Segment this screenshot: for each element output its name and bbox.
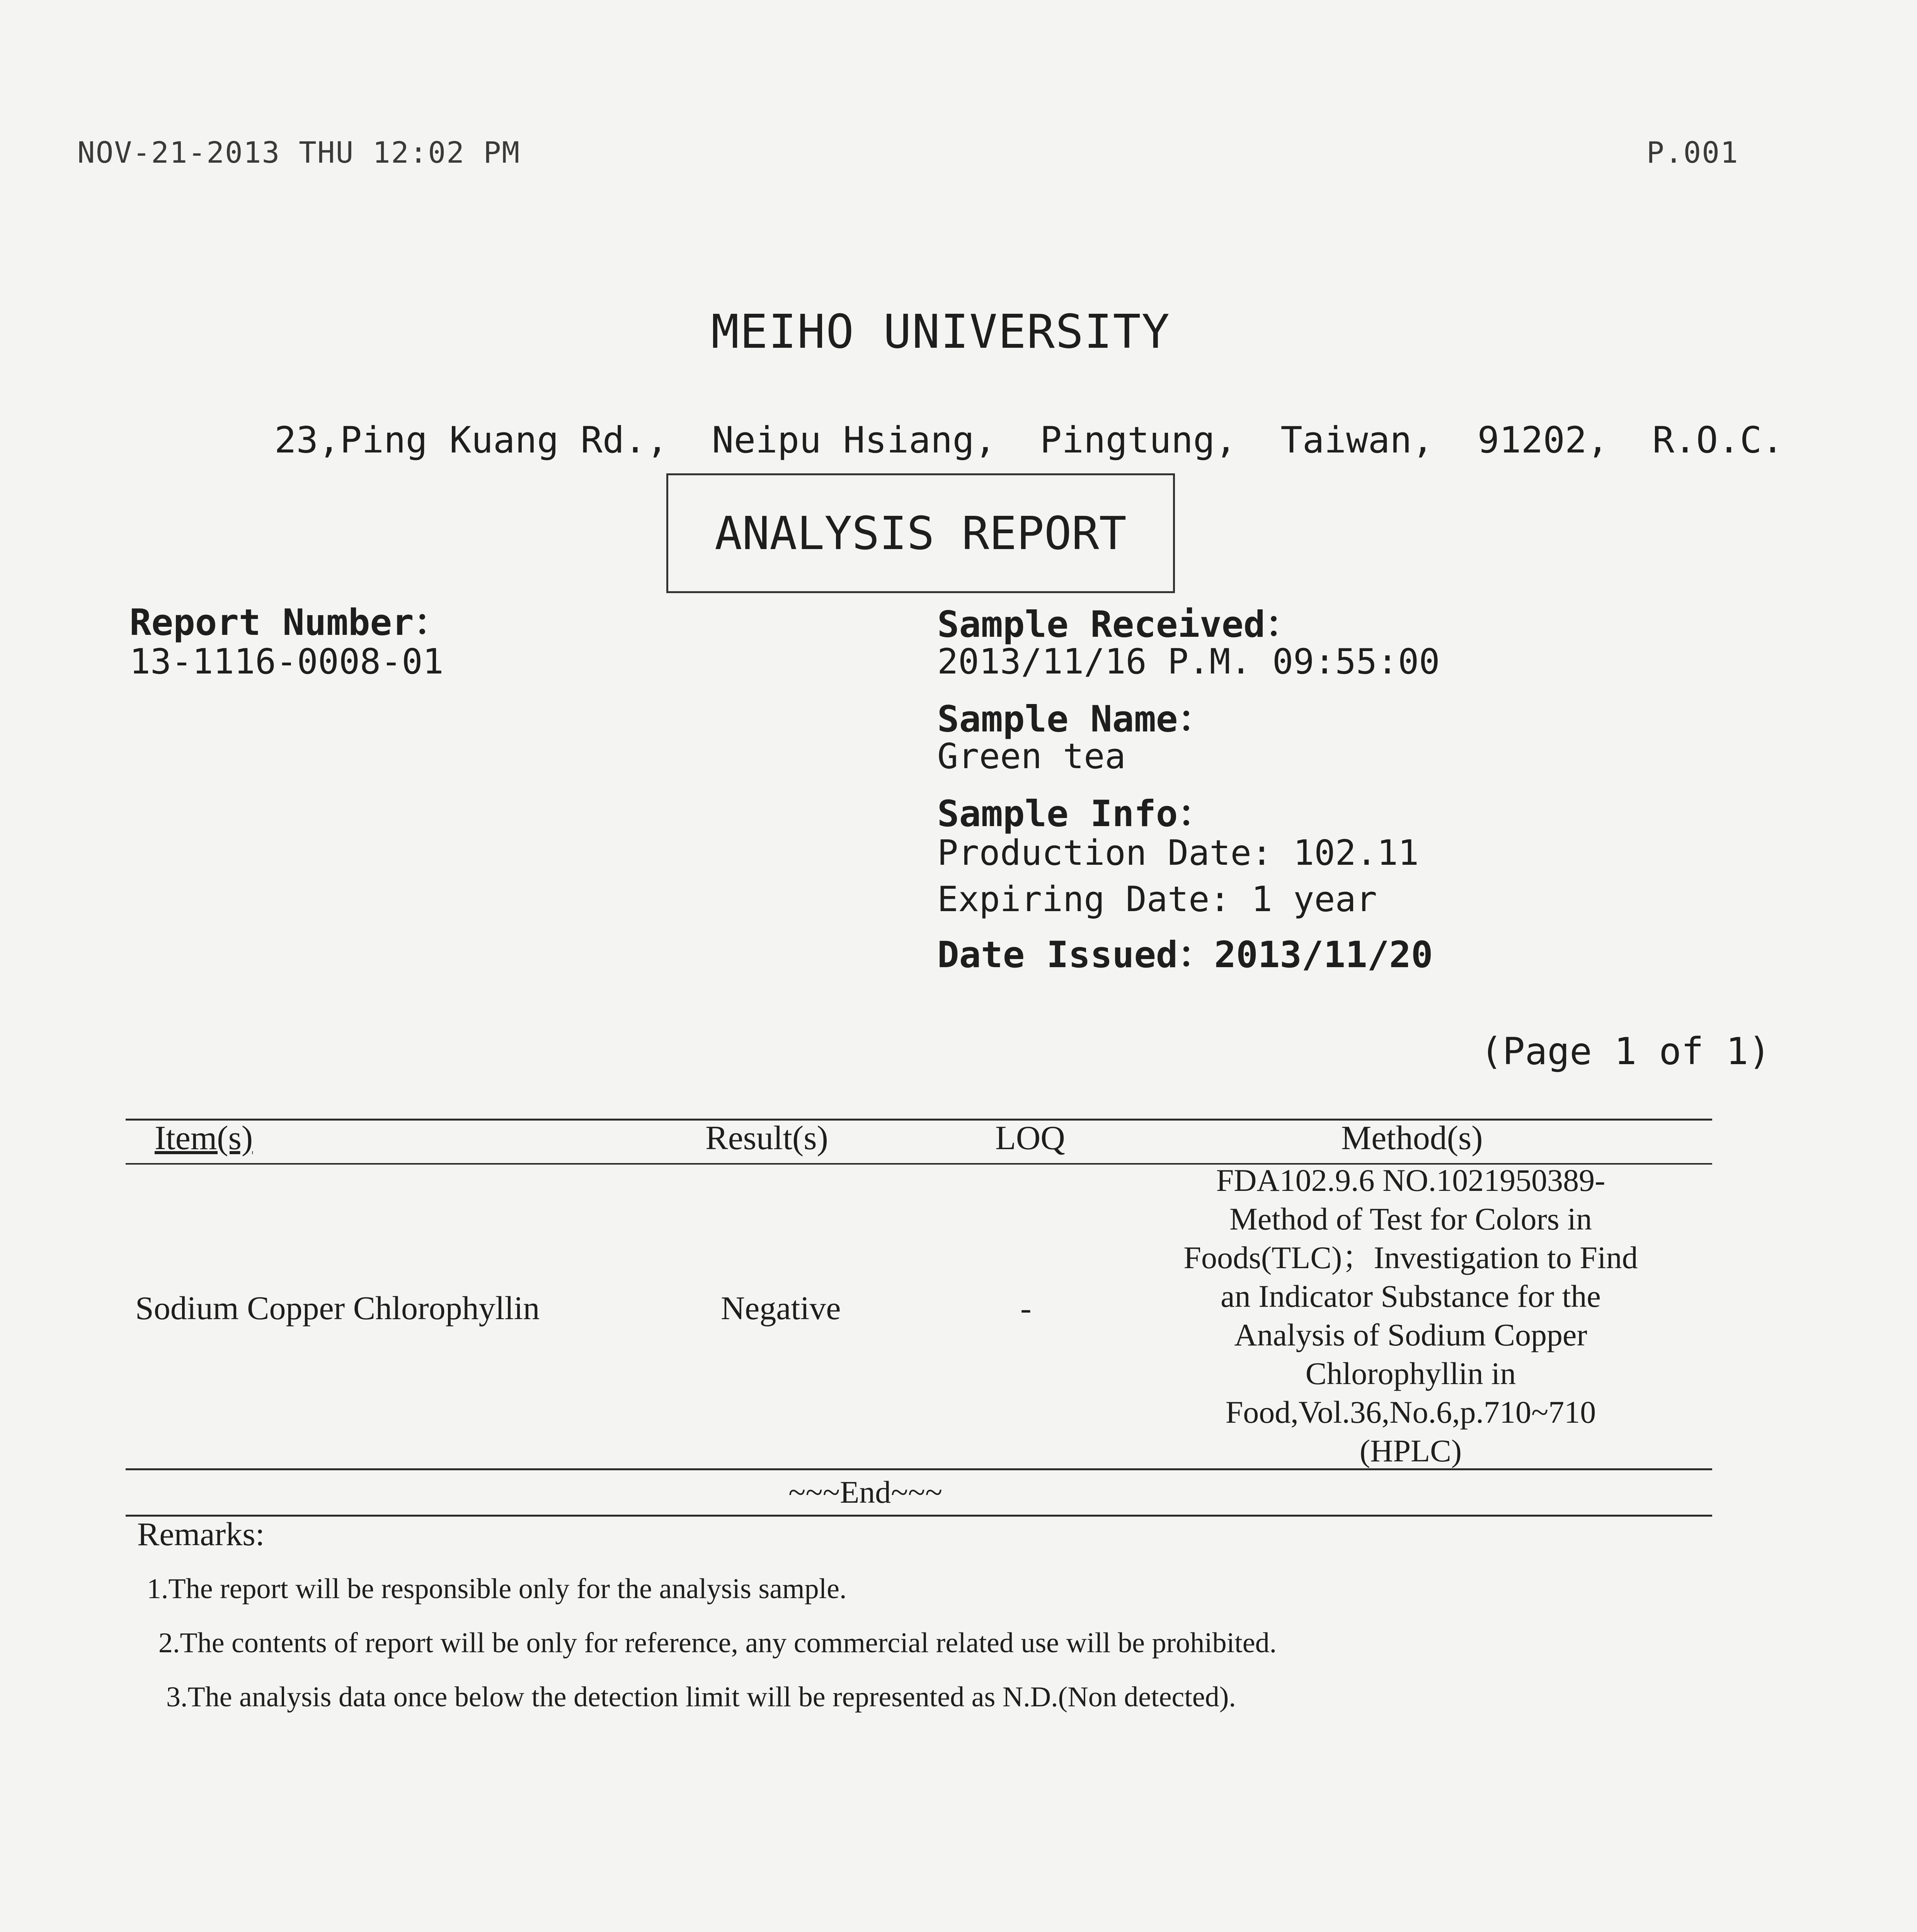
column-header-result: Result(s) [705, 1119, 828, 1157]
table-cell-result: Negative [721, 1289, 841, 1327]
sample-name-label: Sample Name： [937, 698, 1214, 740]
expiring-date: Expiring Date: 1 year [937, 879, 1377, 920]
method-line: Chlorophyllin in [1305, 1356, 1516, 1391]
sample-name-value: Green tea [937, 736, 1126, 777]
method-line: an Indicator Substance for the [1221, 1279, 1601, 1314]
report-number-label: Report Number： [129, 602, 450, 644]
method-line: Analysis of Sodium Copper [1234, 1317, 1587, 1352]
method-line: Method of Test for Colors in [1229, 1201, 1592, 1236]
fax-header-date: NOV-21-2013 THU 12:02 PM [77, 135, 521, 170]
column-header-item: Item(s) [155, 1119, 253, 1157]
method-line: Food,Vol.36,No.6,p.710~710 [1225, 1395, 1596, 1430]
method-line: (HPLC) [1359, 1433, 1462, 1468]
fax-header-page: P.001 [1646, 135, 1739, 170]
table-cell-method [1121, 1161, 1701, 1470]
remark-item: 2.The contents of report will be only for reference, any commercial related use will be prohibited. [158, 1627, 1277, 1659]
sample-received-value: 2013/11/16 P.M. 09:55:00 [937, 641, 1440, 682]
report-number-value: 13-1116-0008-01 [129, 641, 444, 682]
report-title-box [666, 473, 1175, 593]
remarks-label: Remarks: [137, 1515, 265, 1553]
report-title: ANALYSIS REPORT [715, 507, 1127, 560]
university-address: 23,Ping Kuang Rd., Neipu Hsiang, Pingtung, Taiwan, 91202, R.O.C. [274, 419, 1784, 461]
university-name: MEIHO UNIVERSITY [711, 305, 1170, 359]
method-line: Foods(TLC)；Investigation to Find [1183, 1240, 1638, 1275]
sample-received-label: Sample Received： [937, 604, 1302, 646]
end-rule [126, 1515, 1712, 1517]
column-header-loq: LOQ [995, 1119, 1065, 1157]
table-cell-loq: - [1020, 1289, 1032, 1327]
remark-item: 3.The analysis data once below the detection limit will be represented as N.D.(Non detected). [166, 1681, 1236, 1713]
column-header-method: Method(s) [1341, 1119, 1483, 1157]
page-indicator: (Page 1 of 1) [1480, 1030, 1771, 1073]
method-line: FDA102.9.6 NO.1021950389- [1216, 1163, 1605, 1198]
end-marker: ~~~End~~~ [788, 1475, 943, 1510]
sample-info-label: Sample Info： [937, 793, 1214, 835]
date-issued: Date Issued：2013/11/20 [937, 934, 1433, 976]
remark-item: 1.The report will be responsible only for the analysis sample. [147, 1573, 847, 1605]
table-cell-item: Sodium Copper Chlorophyllin [135, 1289, 540, 1327]
production-date: Production Date: 102.11 [937, 833, 1419, 873]
